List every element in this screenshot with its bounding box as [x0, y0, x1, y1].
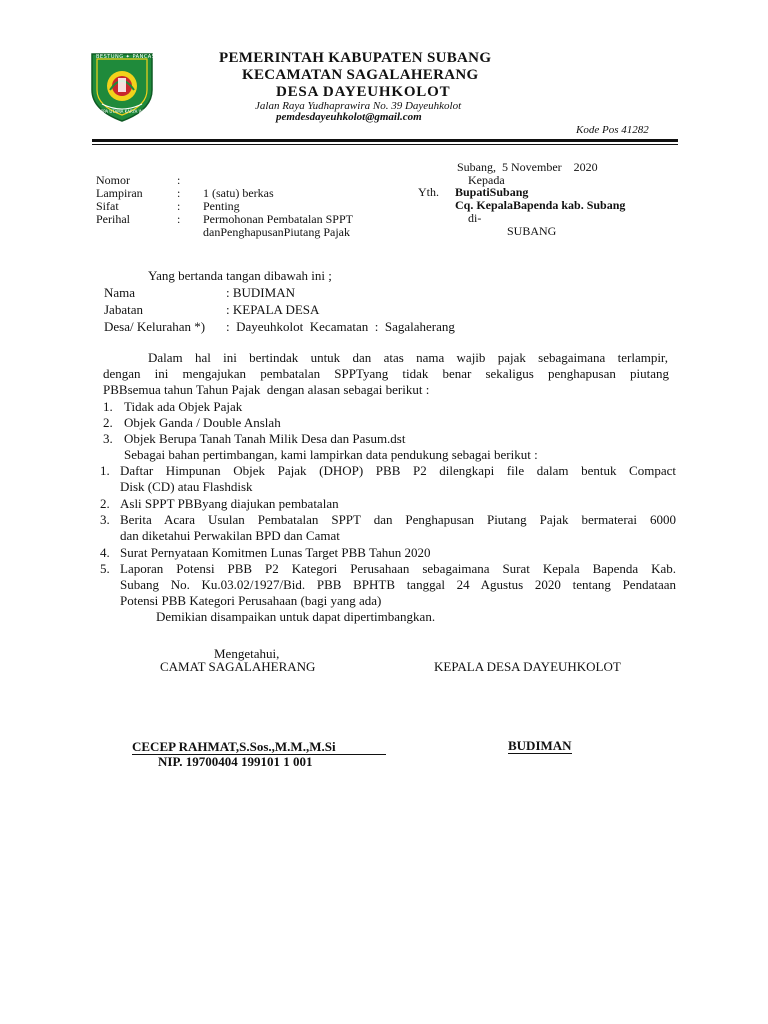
tujuan-line2: Cq. KepalaBapenda kab. Subang	[455, 198, 626, 212]
list-item-cont: dan diketahui Perwakilan BPD dan Camat	[120, 528, 340, 543]
meta-value: 1 (satu) berkas	[203, 186, 274, 200]
paragraf-line: Dalam hal ini bertindak untuk dan atas nama wajib pajak sebagaimana terlampir,	[148, 350, 668, 365]
meta-label: Nomor	[96, 173, 130, 187]
kop-pemerintah: PEMERINTAH KABUPATEN SUBANG	[219, 50, 492, 66]
list-item: Tidak ada Objek Pajak	[124, 399, 243, 414]
meta-sep: :	[177, 186, 181, 200]
kop-alamat: Jalan Raya Yudhaprawira No. 39 Dayeuhkolot	[255, 100, 462, 112]
kades-jabatan: KEPALA DESA DAYEUHKOLOT	[434, 659, 621, 674]
list-item: Daftar Himpunan Objek Pajak (DHOP) PBB P2 dilengkapi file dalam bentuk Compact	[120, 463, 676, 478]
meta-sep: :	[177, 199, 181, 213]
paragraf-line: dengan ini mengajukan pembatalan SPPTyang tidak benar sekaligus penghapusan piutang	[103, 366, 669, 381]
list-item-cont: Potensi PBB Kategori Perusahaan (bagi yang ada)	[120, 593, 382, 608]
meta-sep: :	[177, 173, 181, 187]
list-number: 1.	[103, 399, 113, 414]
list-number: 5.	[100, 561, 110, 576]
kop-email: pemdesdayeuhkolot@gmail.com	[276, 111, 422, 123]
list-item: Objek Berupa Tanah Tanah Milik Desa dan Pasum.dst	[124, 431, 406, 446]
kop-desa: DESA DAYEUHKOLOT	[276, 84, 451, 100]
list-item: Surat Pernyataan Komitmen Lunas Target PBB Tahun 2020	[120, 545, 431, 560]
identitas-label: Jabatan	[104, 302, 143, 317]
list-number: 2.	[103, 415, 113, 430]
list-number: 3.	[103, 431, 113, 446]
camat-nip: NIP. 19700404 199101 1 001	[158, 754, 313, 769]
identitas-value: : Dayeuhkolot Kecamatan : Sagalaherang	[226, 319, 455, 334]
meta-sep: :	[177, 212, 181, 226]
logo-bottom-lettering: GAPPA UTAMA KARYA WIBAWA	[95, 109, 156, 114]
list-item-cont: Subang No. Ku.03.02/1927/Bid. PBB BPHTB tanggal 24 Agustus 2020 tentang Pendataan	[120, 577, 676, 592]
meta-label: Lampiran	[96, 186, 143, 200]
list-number: 2.	[100, 496, 110, 511]
list-number: 1.	[100, 463, 110, 478]
kop-divider-thin	[92, 144, 678, 145]
kades-nama: BUDIMAN	[508, 738, 572, 753]
list-number: 3.	[100, 512, 110, 527]
meta-label: Perihal	[96, 212, 130, 226]
list-number: 4.	[100, 545, 110, 560]
paragraf-line: PBBsemua tahun Tahun Pajak dengan alasan sebagai berikut :	[103, 382, 430, 397]
meta-value: Permohonan Pembatalan SPPT	[203, 212, 353, 226]
tanggal-surat: Subang, 5 November 2020	[457, 160, 598, 174]
tujuan-kepada: Kepada	[468, 173, 505, 187]
identitas-value: : KEPALA DESA	[226, 302, 320, 317]
kalimat-penutup: Demikian disampaikan untuk dapat dipertimbangkan.	[156, 609, 436, 624]
logo-top-lettering: BESTUNG ✦ PANCASILA	[96, 54, 165, 60]
pengantar-lampiran: Sebagai bahan pertimbangan, kami lampirkan data pendukung sebagai berikut :	[124, 447, 538, 462]
identitas-label: Desa/ Kelurahan *)	[104, 319, 206, 334]
identitas-value: : BUDIMAN	[226, 285, 295, 300]
camat-jabatan: CAMAT SAGALAHERANG	[160, 659, 316, 674]
list-item: Berita Acara Usulan Pembatalan SPPT dan Penghapusan Piutang Pajak bermaterai 6000	[120, 512, 676, 527]
list-item: Asli SPPT PBByang diajukan pembatalan	[120, 496, 339, 511]
kop-kodepos: Kode Pos 41282	[576, 124, 649, 136]
mengetahui-label: Mengetahui,	[214, 646, 280, 661]
perihal-lanjutan: danPenghapusanPiutang Pajak	[203, 225, 350, 239]
list-item-cont: Disk (CD) atau Flashdisk	[120, 479, 253, 494]
kop-kecamatan: KECAMATAN SAGALAHERANG	[242, 67, 479, 83]
meta-value: Penting	[203, 199, 240, 213]
kalimat-pembuka: Yang bertanda tangan dibawah ini ;	[148, 268, 332, 283]
meta-label: Sifat	[96, 199, 119, 213]
tujuan-di: di-	[468, 211, 482, 225]
tujuan-kota: SUBANG	[507, 224, 557, 238]
identitas-label: Nama	[104, 285, 136, 300]
list-item: Laporan Potensi PBB P2 Kategori Perusahaan sebagaimana Surat Kepala Bapenda Kab.	[120, 561, 676, 576]
kop-divider-thick	[92, 139, 678, 142]
list-item: Objek Ganda / Double Anslah	[124, 415, 281, 430]
tujuan-yth: Yth.	[418, 185, 439, 199]
camat-nama: CECEP RAHMAT,S.Sos.,M.M.,M.Si	[132, 740, 386, 755]
tujuan-line1: BupatiSubang	[455, 185, 529, 199]
